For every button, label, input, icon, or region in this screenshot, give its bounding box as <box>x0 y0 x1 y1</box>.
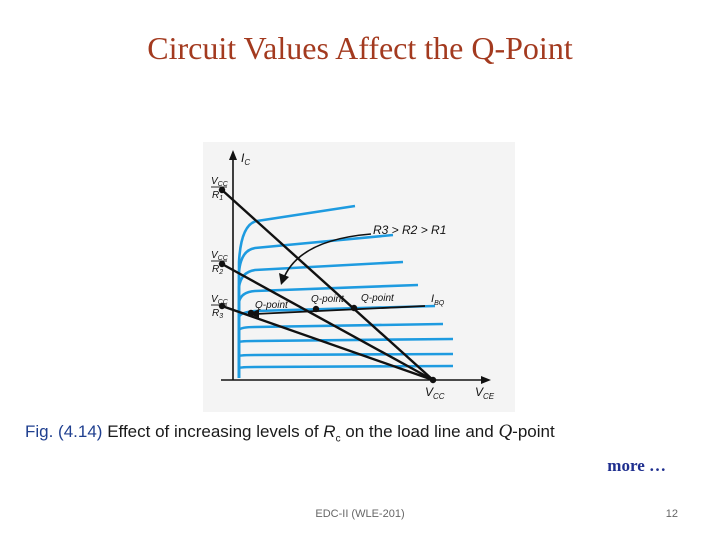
caption-text-1: Effect of increasing levels of <box>102 422 324 441</box>
page-number: 12 <box>665 508 678 520</box>
caption-rc-sub: c <box>335 433 341 445</box>
svg-text:VCC: $V_{CC}$ <box>211 294 228 306</box>
svg-text:VCC: $V_{CC}$ <box>211 250 228 262</box>
load-line-figure <box>203 142 515 412</box>
x-axis-arrow <box>481 376 491 384</box>
footer-course: EDC-II (WLE-201) <box>315 508 405 520</box>
caption-text-2: on the load line and <box>340 422 499 441</box>
caption-q: Q <box>498 421 513 442</box>
caption-text-3: -point <box>512 422 555 441</box>
caption-rc: R <box>323 422 336 441</box>
svg-text:VCC: $V_{CC}$ <box>211 176 228 188</box>
q-point-label-right: Q-point <box>361 293 394 304</box>
load-line-diagram <box>203 142 515 412</box>
svg-text:R3: $R_3$ <box>212 308 224 320</box>
load-line-r3 <box>222 306 433 380</box>
svg-text:R1: $R_1$ <box>212 190 224 202</box>
q-point-label-mid: Q-point <box>311 294 344 305</box>
q-point-left <box>248 310 254 316</box>
svg-text:R2: $R_2$ <box>212 264 224 276</box>
ibq-label: $I_{BQ}$ <box>431 293 445 307</box>
q-point-right <box>351 305 357 311</box>
y-axis-arrow <box>229 150 237 160</box>
vcc-point <box>430 377 436 383</box>
q-point-mid <box>313 306 319 312</box>
figure-reference: Fig. (4.14) <box>25 422 103 441</box>
load-line-r2 <box>222 264 433 380</box>
rotation-arrowhead <box>279 273 289 285</box>
figure-caption <box>25 421 555 444</box>
x-axis-label: $V_{CE}$ <box>475 385 495 401</box>
slide-title: Circuit Values Affect the Q-Point <box>147 30 573 66</box>
more-link[interactable]: more … <box>607 456 666 475</box>
vcc-x-label: $V_{CC}$ <box>425 385 445 401</box>
resistance-relation: R3 > R2 > R1 <box>373 223 447 237</box>
q-point-label-left: Q-point <box>255 300 288 311</box>
y-axis-label: $I_C$ <box>241 151 251 167</box>
